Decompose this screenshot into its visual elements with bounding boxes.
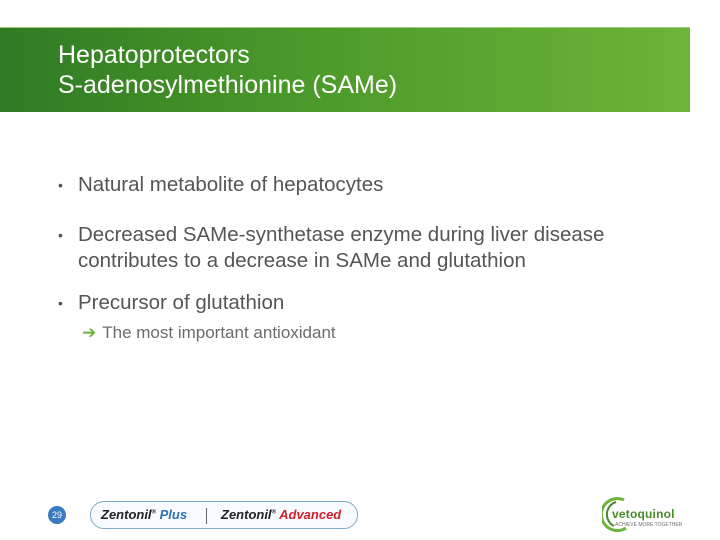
- brand-name: Zentonil: [221, 507, 272, 522]
- logo-tagline: ACHIEVE MORE TOGETHER: [615, 522, 683, 528]
- bullet-item: [58, 222, 658, 274]
- bullet-dot-icon: •: [58, 177, 63, 193]
- brand-banner: [90, 501, 358, 529]
- page-number-badge: 29: [48, 506, 66, 524]
- vetoquinol-logo: [602, 494, 692, 534]
- arrow-right-icon: ➔: [82, 323, 97, 342]
- sub-bullet: [58, 322, 658, 344]
- bullet-text: Decreased SAMe-synthetase enzyme during liver disease contributes to a decrease in SAMe and glutathion: [78, 223, 605, 272]
- brand-divider: [206, 508, 207, 524]
- brand-zentonil-advanced: [221, 507, 341, 522]
- logo-wordmark: vetoquinol: [612, 507, 675, 521]
- bullet-item: [58, 290, 658, 316]
- sub-bullet-text: The most important antioxidant: [102, 323, 336, 342]
- title-bar: [0, 27, 690, 112]
- registered-mark: ®: [151, 509, 156, 516]
- brand-name: Zentonil: [101, 507, 152, 522]
- bullet-text: Precursor of glutathion: [78, 291, 285, 314]
- slide-subtitle: S-adenosylmethionine (SAMe): [58, 71, 398, 99]
- bullet-dot-icon: •: [58, 227, 63, 243]
- brand-suffix-advanced: Advanced: [279, 507, 342, 522]
- brand-suffix-plus: Plus: [159, 507, 188, 522]
- slide-title: Hepatoprotectors: [58, 41, 250, 69]
- bullet-text: Natural metabolite of hepatocytes: [78, 173, 384, 196]
- brand-zentonil-plus: [101, 507, 187, 522]
- bullet-dot-icon: •: [58, 295, 63, 311]
- bullet-item: [58, 172, 658, 198]
- registered-mark: ®: [271, 509, 276, 516]
- bullet-list: [58, 172, 658, 344]
